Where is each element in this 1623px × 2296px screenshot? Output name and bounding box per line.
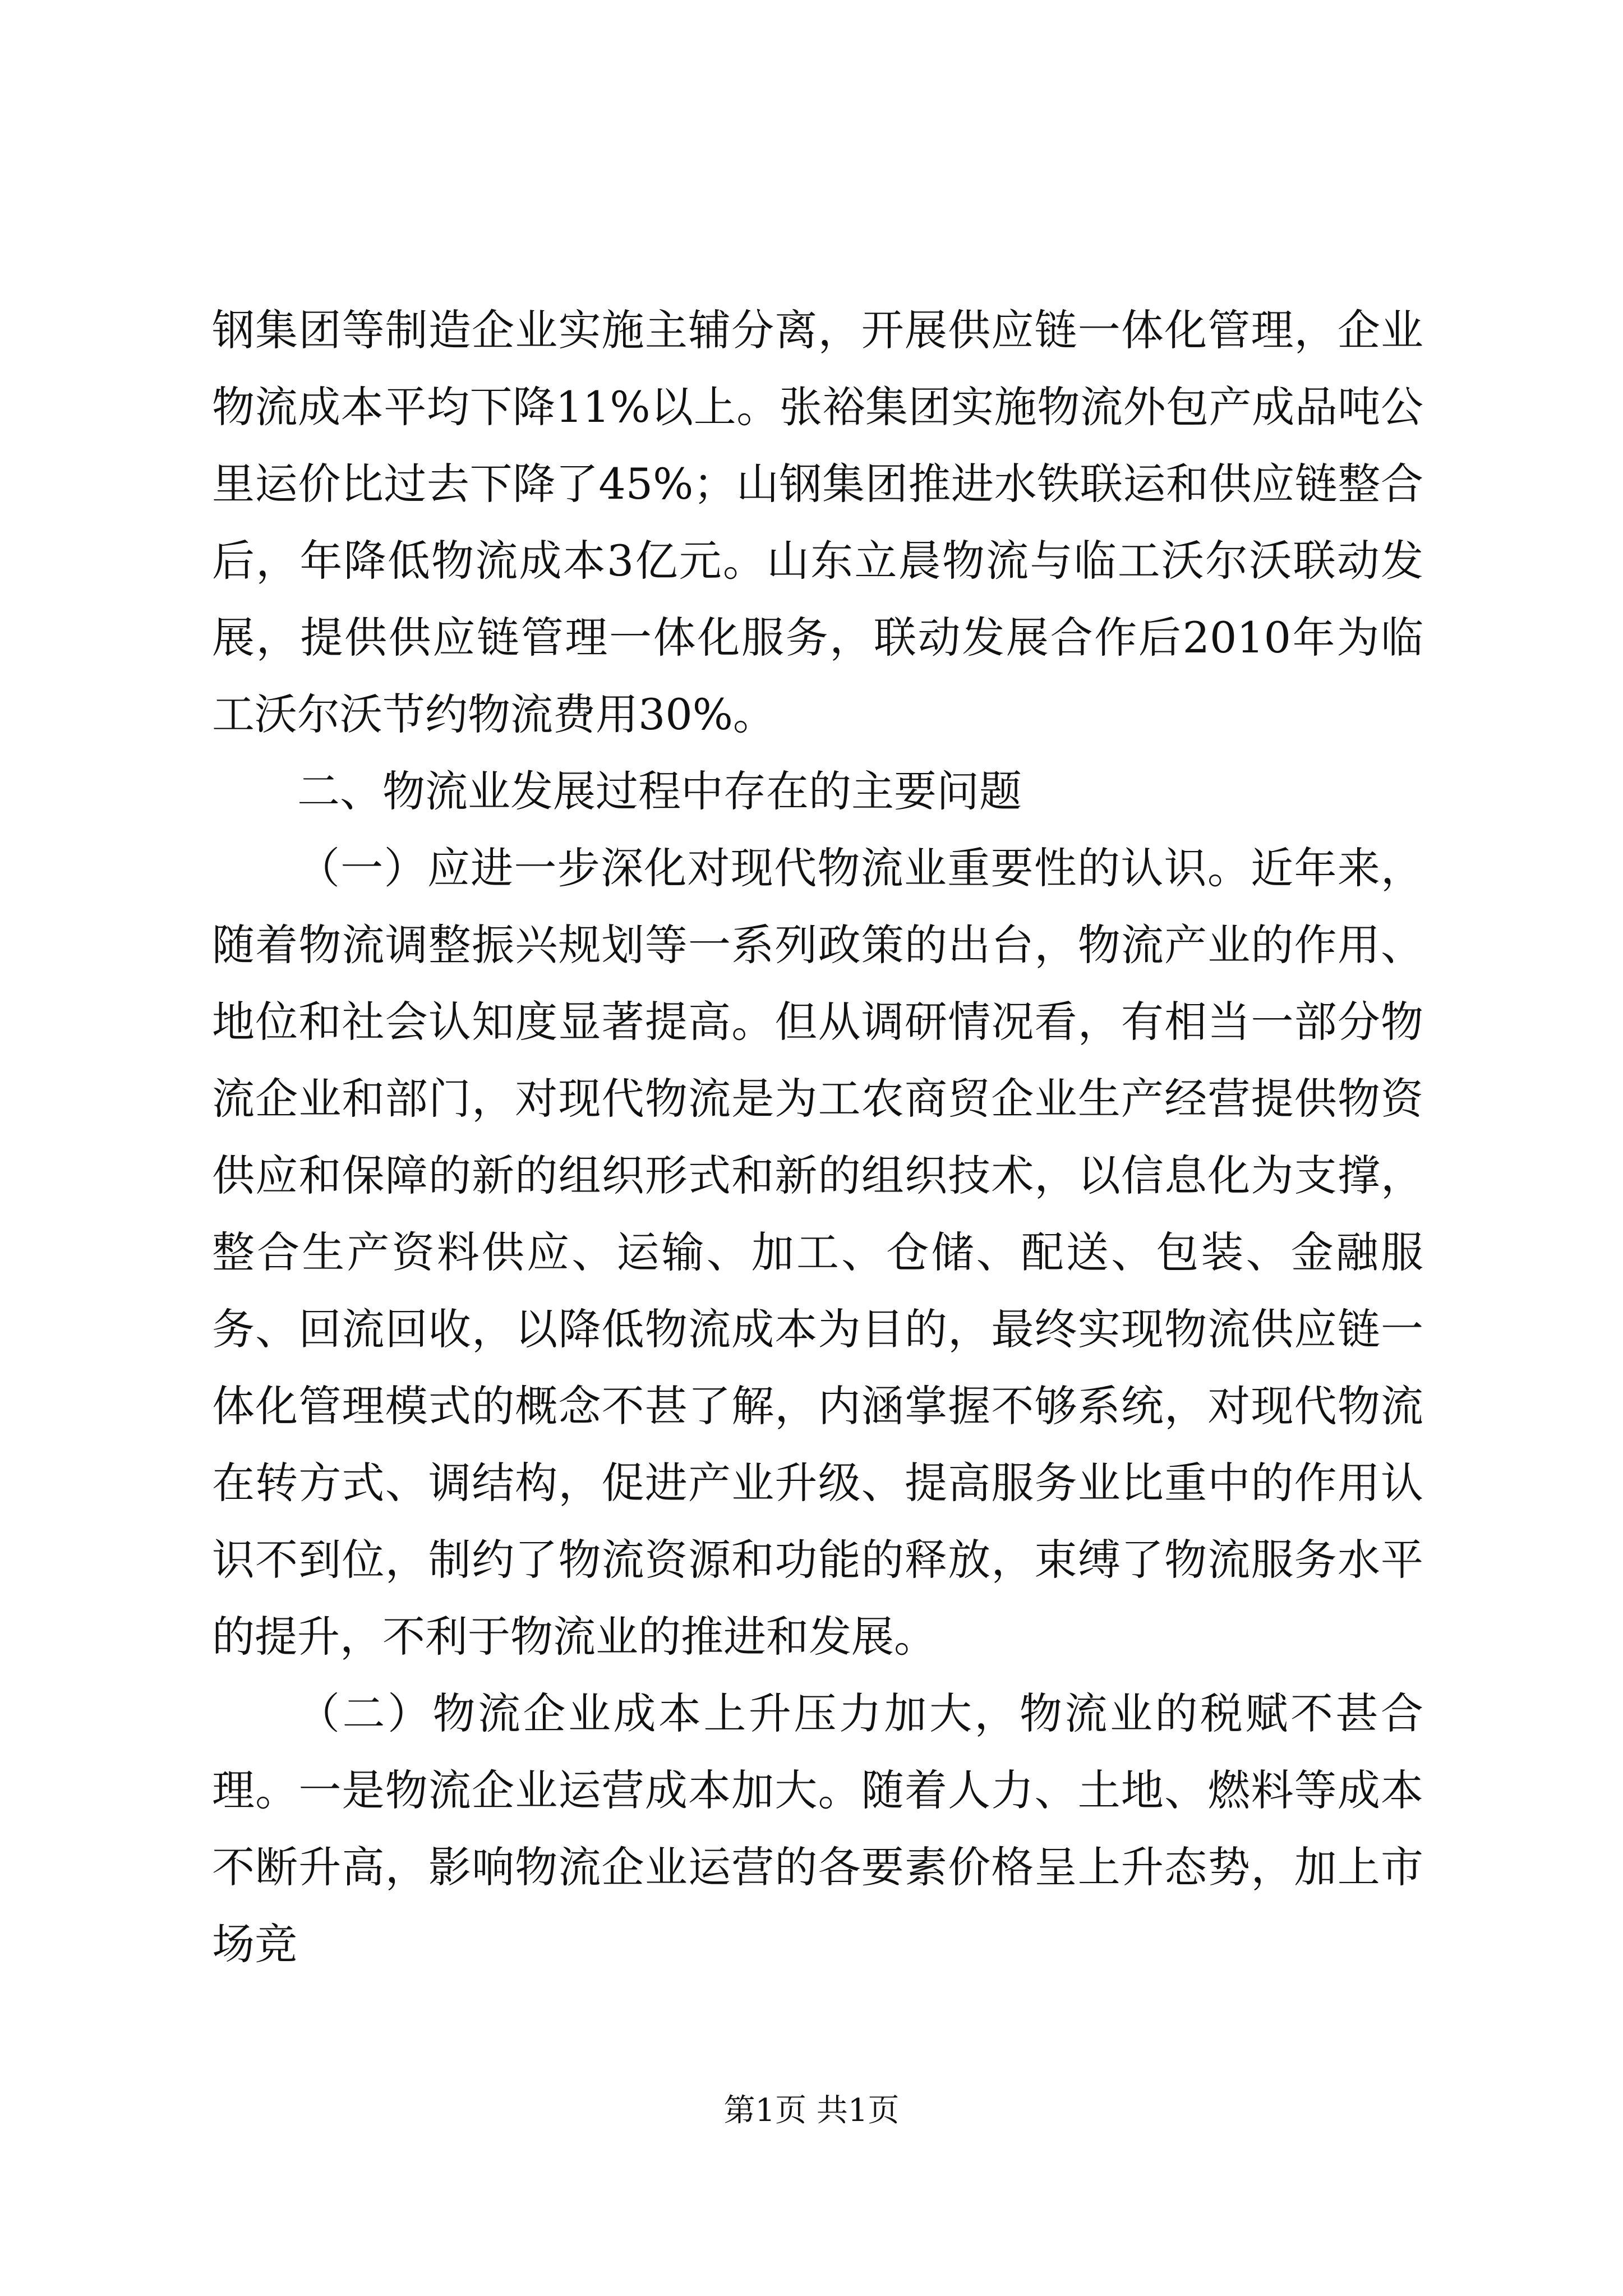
paragraph-continuation: 钢集团等制造企业实施主辅分离，开展供应链一体化管理，企业物流成本平均下降11%以上。张裕集团实施物流外包产成品吨公里运价比过去下降了45%；山钢集团推进水铁联运和供应链整合后，年降低物流成本3亿元。山东立晨物流与临工沃尔沃联动发展，提供供应链管理一体化服务，联动发展合作后2010年为临工沃尔沃节约物流费用30%。: [212, 305, 1423, 739]
paragraph-awareness: （一）应进一步深化对现代物流业重要性的认识。近年来，随着物流调整振兴规划等一系列政策的出台，物流产业的作用、地位和社会认知度显著提高。但从调研情况看，有相当一部分物流企业和部门，对现代物流是为工农商贸企业生产经营提供物资供应和保障的新的组织形式和新的组织技术，以信息化为支撑，整合生产资料供应、运输、加工、仓储、配送、包装、金融服务、回流回收，以降低物流成本为目的，最终实现物流供应链一体化管理模式的概念不甚了解，内涵掌握不够系统，对现代物流在转方式、调结构，促进产业升级、提高服务业比重中的作用认识不到位，制约了物流资源和功能的释放，束缚了物流服务水平的提升，不利于物流业的推进和发展。: [212, 843, 1423, 1662]
paragraph-cost-pressure: （二）物流企业成本上升压力加大，物流业的税赋不甚合理。一是物流企业运营成本加大。随着人力、土地、燃料等成本不断升高，影响物流企业运营的各要素价格呈上升态势，加上市场竞: [212, 1688, 1423, 1969]
document-body: [212, 292, 1423, 1982]
page-footer: 第1页 共1页: [723, 2092, 900, 2129]
section-heading: 二、物流业发展过程中存在的主要问题: [297, 766, 1022, 816]
